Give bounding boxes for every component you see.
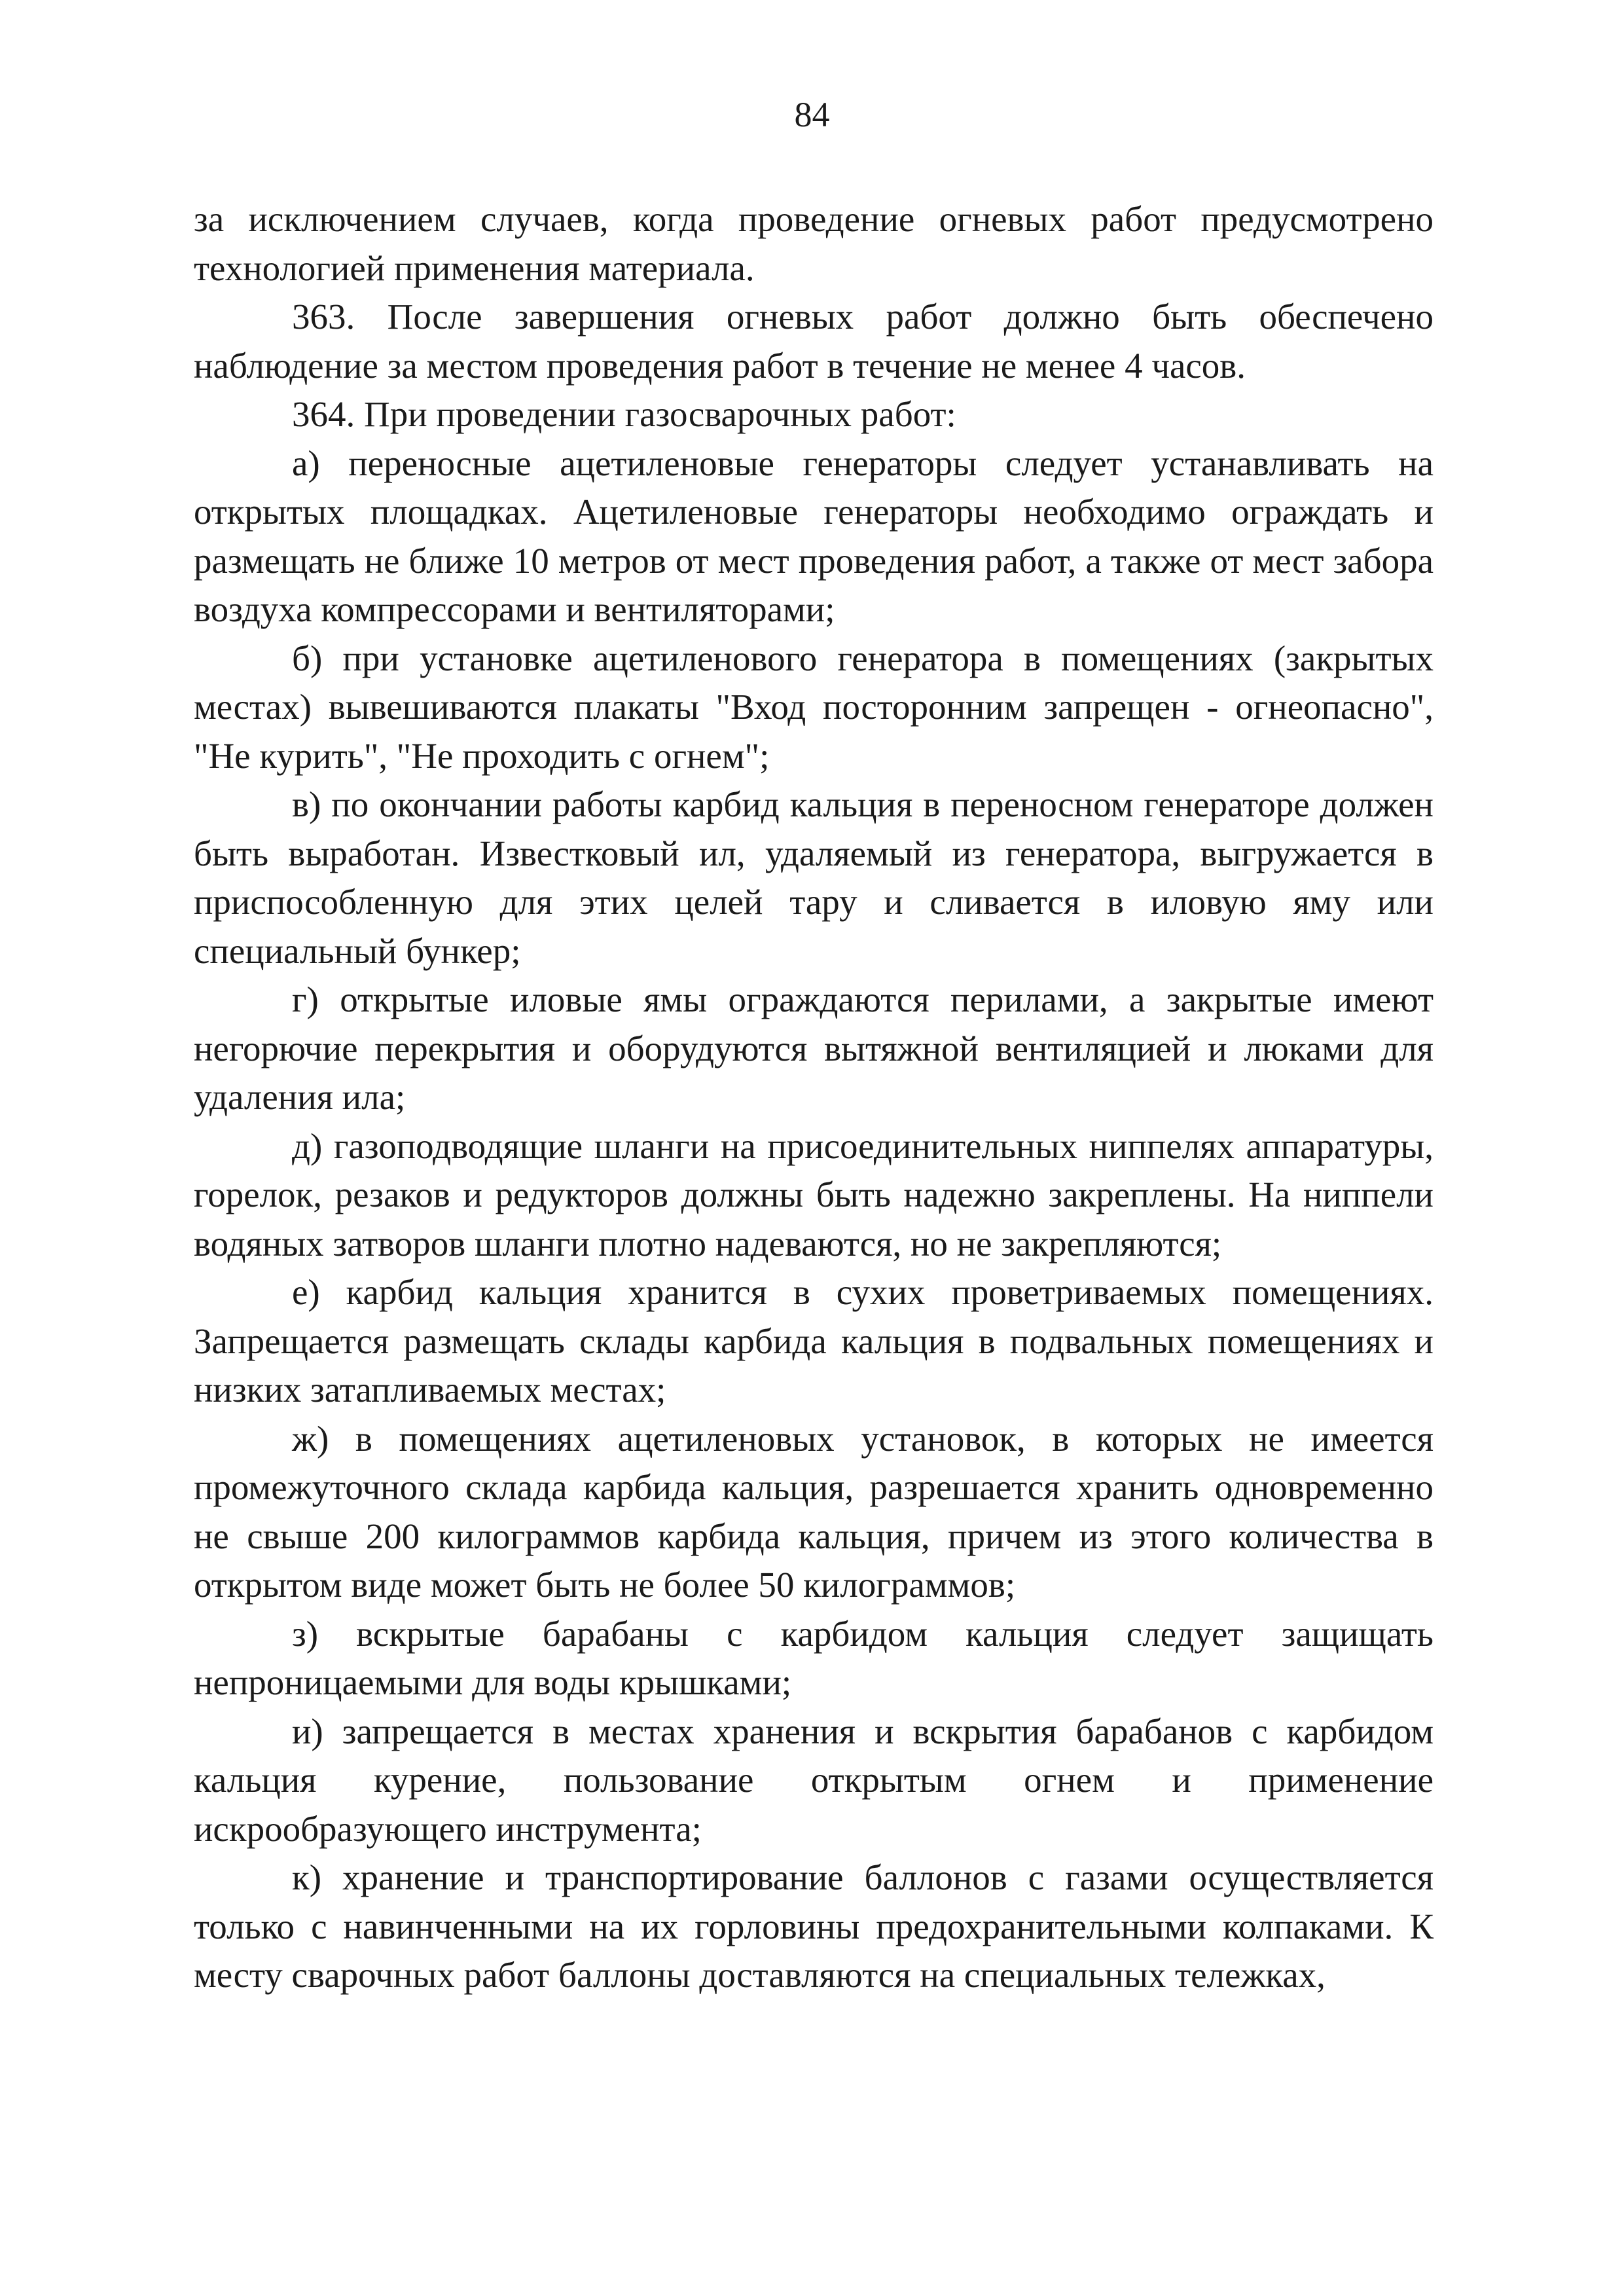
list-item-b: б) при установке ацетиленового генератора в помещениях (закрытых местах) вывешиваются плакаты "Вход посторонним запрещен - огнеопасно", "Не курить", "Не проходить с огнем"; xyxy=(194,638,1434,776)
list-item-i: и) запрещается в местах хранения и вскрытия барабанов с карбидом кальция курение, пользование открытым огнем и применение искрообразующего инструмента; xyxy=(194,1711,1434,1849)
list-item-g: г) открытые иловые ямы ограждаются перилами, а закрытые имеют негорючие перекрытия и оборудуются вытяжной вентиляцией и люками для удаления ила; xyxy=(194,979,1434,1117)
list-item-d: д) газоподводящие шланги на присоединительных ниппелях аппаратуры, горелок, резаков и редукторов должны быть надежно закреплены. На ниппели водяных затворов шланги плотно надеваются, но не закрепляются; xyxy=(194,1125,1434,1264)
paragraph-364: 364. При проведении газосварочных работ: xyxy=(292,394,956,434)
list-item-v: в) по окончании работы карбид кальция в переносном генераторе должен быть выработан. Известковый ил, удаляемый из генератора, выгружается в приспособленную для этих целей тару и сливается в иловую яму или специальный бункер; xyxy=(194,784,1434,971)
list-item-k: к) хранение и транспортирование баллонов с газами осуществляется только с навинченными на их горловины предохранительными колпаками. К месту сварочных работ баллоны доставляются на специальных тележках, xyxy=(194,1857,1434,1995)
paragraph-363: 363. После завершения огневых работ должно быть обеспечено наблюдение за местом проведения работ в течение не менее 4 часов. xyxy=(194,297,1434,386)
paragraph-continuation: за исключением случаев, когда проведение огневых работ предусмотрено технологией применения материала. xyxy=(194,199,1434,288)
list-item-z: з) вскрытые барабаны с карбидом кальция следует защищать непроницаемыми для воды крышками; xyxy=(194,1613,1434,1702)
list-item-e: е) карбид кальция хранится в сухих проветриваемых помещениях. Запрещается размещать склады карбида кальция в подвальных помещениях и низких затапливаемых местах; xyxy=(194,1272,1434,1410)
document-body xyxy=(194,195,1434,2000)
page-number: 84 xyxy=(794,95,830,134)
list-item-a: а) переносные ацетиленовые генераторы следует устанавливать на открытых площадках. Ацетиленовые генераторы необходимо ограждать и размещать не ближе 10 метров от мест проведения работ, а также от мест забора воздуха компрессорами и вентиляторами; xyxy=(194,443,1434,629)
list-item-zh: ж) в помещениях ацетиленовых установок, в которых не имеется промежуточного склада карбида кальция, разрешается хранить одновременно не свыше 200 килограммов карбида кальция, причем из этого количества в открытом виде может быть не более 50 килограммов; xyxy=(194,1418,1434,1605)
